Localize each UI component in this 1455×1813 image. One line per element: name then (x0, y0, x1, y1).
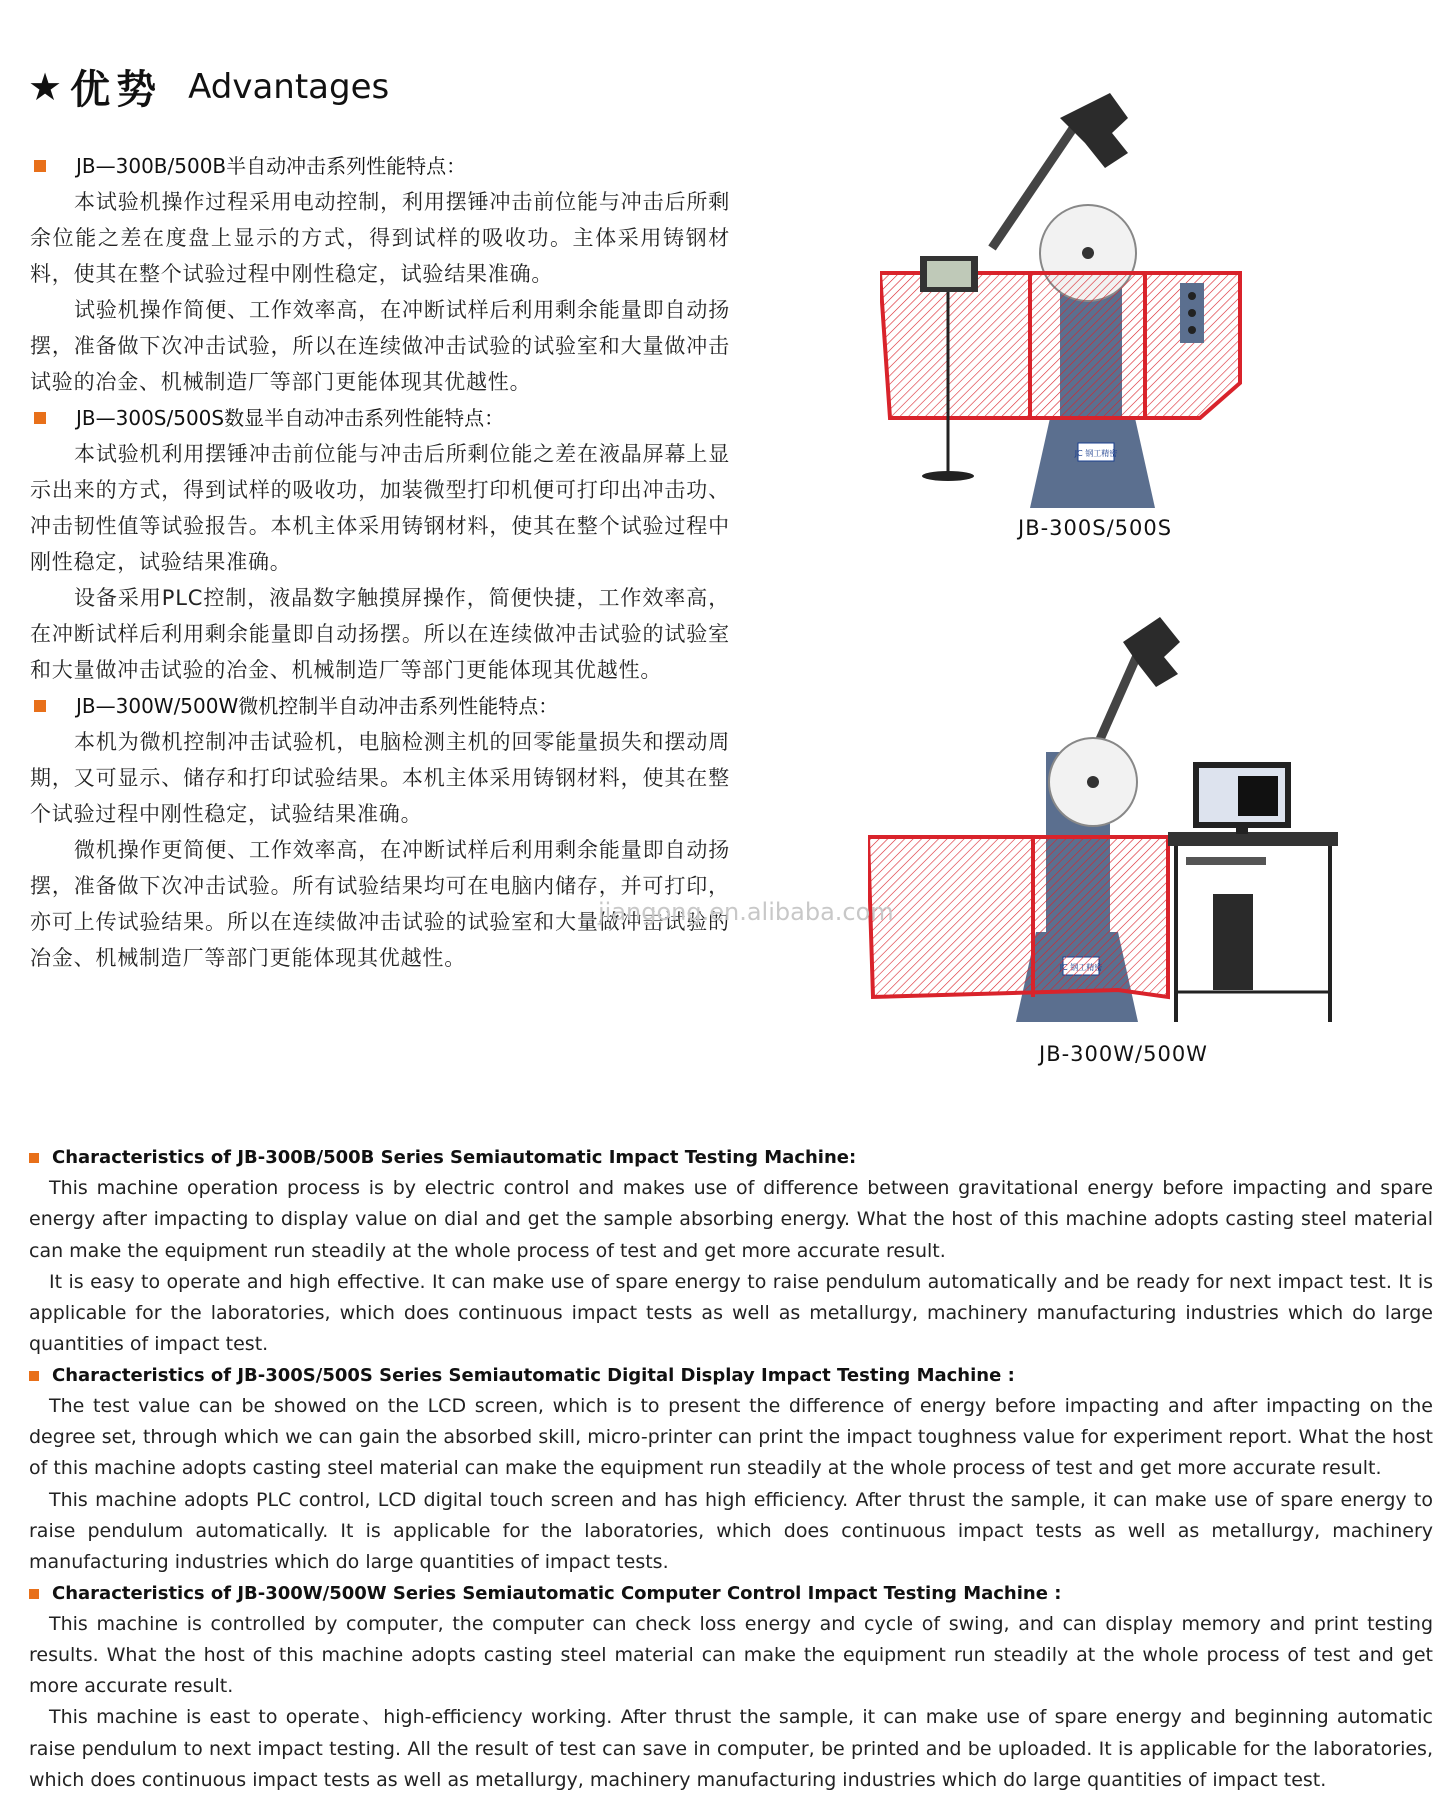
heading-english: Advantages (188, 66, 390, 107)
page-heading (28, 58, 389, 115)
keyboard-tray (1186, 857, 1266, 865)
machine-base (1030, 418, 1155, 508)
english-features (29, 1143, 1433, 1796)
machine-illustration-s (880, 88, 1320, 508)
en-paragraph: It is easy to operate and high effective. It can make use of spare energy to raise pendulum automatically and be ready for next impact test. It is applicable for the laboratories, which does continuous impact tests as well as metallurgy, machinery manufacturing industries which do large quantities of impact test. (29, 1270, 1433, 1356)
zh-paragraph: 本机为微机控制冲击试验机，电脑检测主机的回零能量损失和摆动周期，又可显示、储存和打印试验结果。本机主体采用铸钢材料，使其在整个试验过程中刚性稳定，试验结果准确。 (30, 730, 730, 826)
square-bullet-icon (29, 1153, 39, 1163)
nameplate-text: JC 钢工精密 (1074, 449, 1118, 458)
en-section-title: Characteristics of JB-300S/500S Series Semiautomatic Digital Display Impact Testing Machine : (29, 1361, 1433, 1391)
zh-paragraph: 设备采用PLC控制，液晶数字触摸屏操作，简便快捷，工作效率高，在冲断试样后利用剩余能量即自动扬摆。所以在连续做冲击试验的试验室和大量做冲击试验的冶金、机械制造厂等部门更能体现其优越性。 (30, 586, 730, 682)
zh-paragraph: 本试验机利用摆锤冲击前位能与冲击后所剩位能之差在液晶屏幕上显示出来的方式，得到试样的吸收功，加装微型打印机便可打印出冲击功、冲击韧性值等试验报告。本机主体采用铸钢材料，使其在整个试验过程中刚性稳定，试验结果准确。 (30, 442, 730, 574)
heading-chinese: 优势 (70, 67, 163, 113)
square-bullet-icon (34, 700, 46, 712)
chinese-features (30, 148, 730, 976)
square-bullet-icon (29, 1371, 39, 1381)
star-icon: ★ (28, 64, 63, 109)
computer-tower (1213, 894, 1253, 990)
zh-paragraph: 本试验机操作过程采用电动控制，利用摆锤冲击前位能与冲击后所剩余位能之差在度盘上显示的方式，得到试样的吸收功。主体采用铸钢材料，使其在整个试验过程中刚性稳定，试验结果准确。 (30, 190, 730, 286)
zh-paragraph: 试验机操作简便、工作效率高，在冲断试样后利用剩余能量即自动扬摆，准备做下次冲击试验，所以在连续做冲击试验的试验室和大量做冲击试验的冶金、机械制造厂等部门更能体现其优越性。 (30, 298, 730, 394)
zh-section-title: JB—300W/500W微机控制半自动冲击系列性能特点： (30, 688, 730, 724)
en-section-title: Characteristics of JB-300B/500B Series Semiautomatic Impact Testing Machine: (29, 1143, 1433, 1173)
watermark: jiangong.en.alibaba.com (598, 898, 894, 926)
zh-section-title: JB—300S/500S数显半自动冲击系列性能特点： (30, 400, 730, 436)
caption-jb-300s: JB-300S/500S (1018, 516, 1173, 540)
en-paragraph: The test value can be showed on the LCD screen, which is to present the difference of energy before impacting and after impacting on the degree set, through which we can gain the absorbed skill, micro-printer can print the impact toughness value for experiment report. What the host of this machine adopts casting steel material can make the equipment run steadily at the whole process of test and get more accurate result. (29, 1394, 1433, 1480)
machine-illustration-w (868, 612, 1338, 1032)
safety-guard (868, 837, 1168, 997)
square-bullet-icon (34, 412, 46, 424)
en-paragraph: This machine adopts PLC control, LCD digital touch screen and has high efficiency. After thrust the sample, it can make use of spare energy to raise pendulum automatically. It is applicable for the laboratories, which does continuous impact tests as well as metallurgy, machinery manufacturing industries which do large quantities of impact tests. (29, 1488, 1433, 1574)
zh-paragraph: 微机操作更简便、工作效率高，在冲断试样后利用剩余能量即自动扬摆，准备做下次冲击试验。所有试验结果均可在电脑内储存，并可打印，亦可上传试验结果。所以在连续做冲击试验的试验室和大量做冲击试验的冶金、机械制造厂等部门更能体现其优越性。 (30, 838, 730, 970)
en-paragraph: This machine is controlled by computer, the computer can check loss energy and cycle of swing, and can display memory and print testing results. What the host of this machine adopts casting steel material can make the equipment run steadily at the whole process of test and get more accurate result. (29, 1612, 1433, 1698)
zh-section-title: JB—300B/500B半自动冲击系列性能特点： (30, 148, 730, 184)
en-section-title: Characteristics of JB-300W/500W Series Semiautomatic Computer Control Impact Testing Machine : (29, 1579, 1433, 1609)
en-paragraph: This machine operation process is by electric control and makes use of difference between gravitational energy before impacting and spare energy after impacting to display value on dial and get the sample absorbing energy. What the host of this machine adopts casting steel material can make the equipment run steadily at the whole process of test and get more accurate result. (29, 1177, 1433, 1262)
caption-jb-300w: JB-300W/500W (1039, 1042, 1208, 1066)
square-bullet-icon (29, 1589, 39, 1599)
square-bullet-icon (34, 160, 46, 172)
en-paragraph: This machine is east to operate、high-efficiency working. After thrust the sample, it can make use of spare energy and beginning automatic raise pendulum to next impact testing. All the result of test can save in computer, be printed and be uploaded. It is applicable for the laboratories, which does continuous impact tests as well as metallurgy, machinery manufacturing industries which do large quantities of impact test. (29, 1706, 1433, 1792)
computer-desk (1168, 832, 1338, 846)
